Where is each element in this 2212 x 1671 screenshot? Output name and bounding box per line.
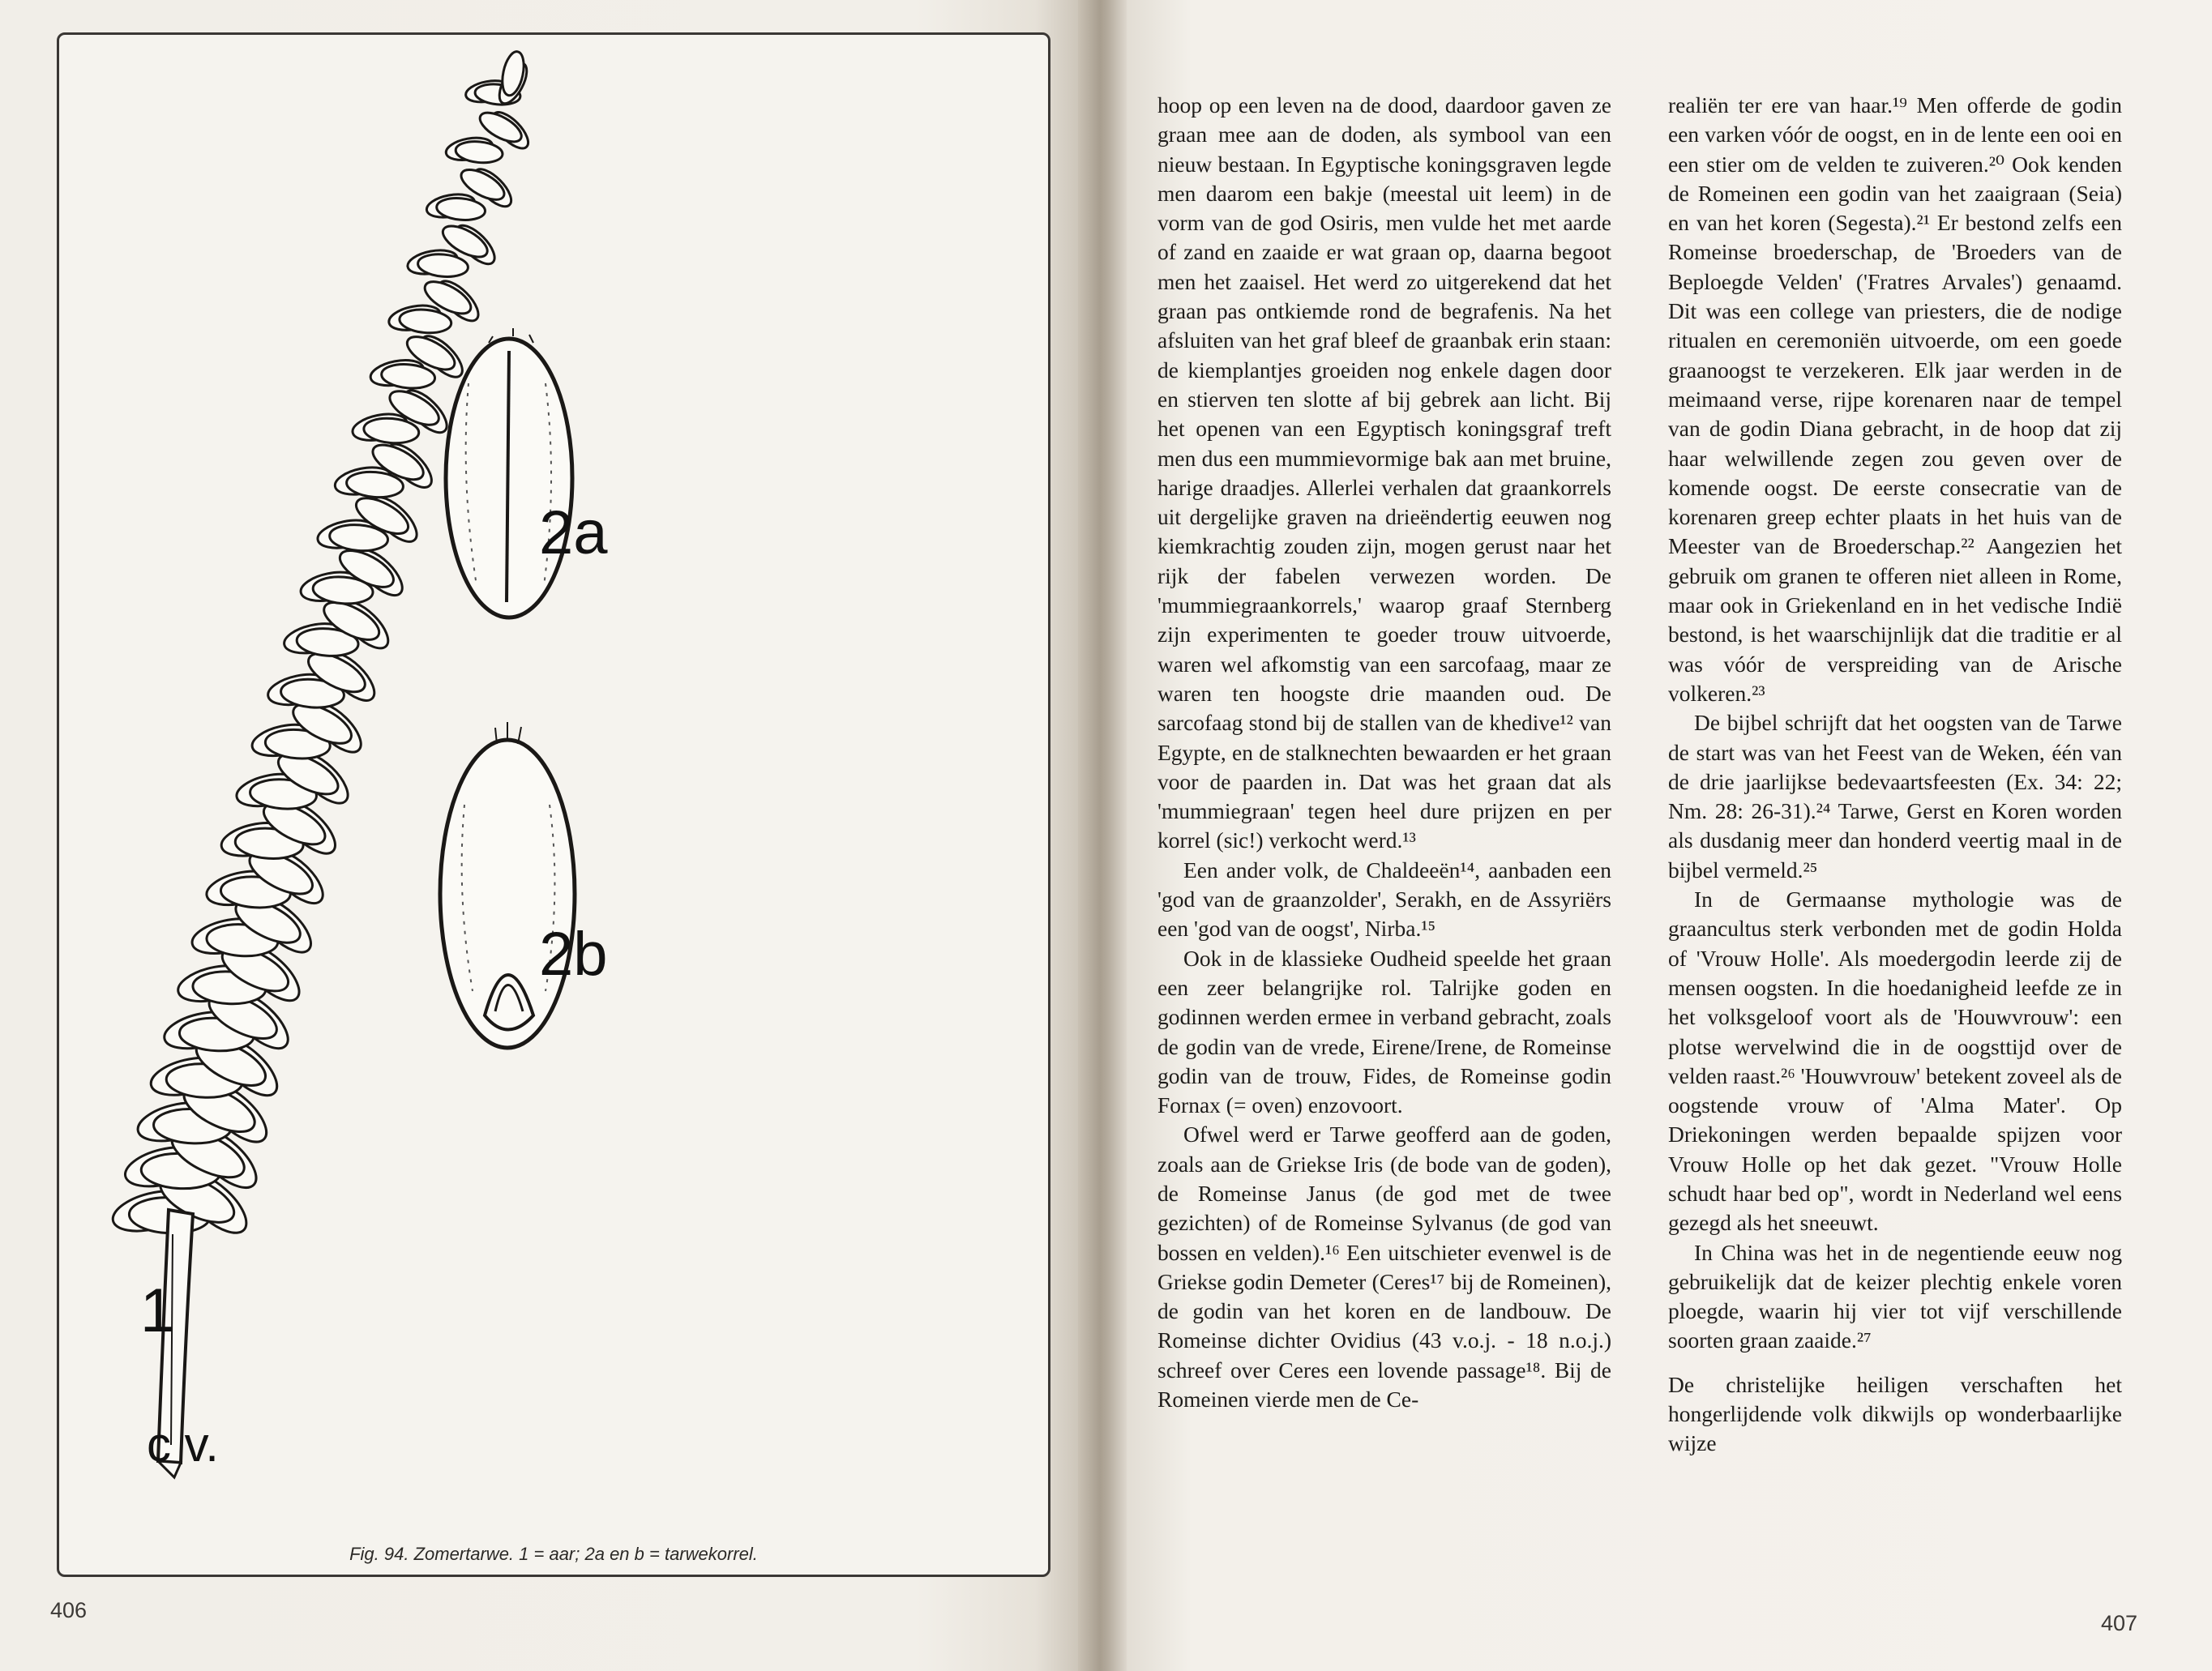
paragraph: De bijbel schrijft dat het oogsten van de Tarwe de start was van het Feest van de Weken, één van de drie jaarlijkse bedevaartsfeesten (Ex. 34: 22; Nm. 28: 26-31).²⁴ Tarwe, Gerst en Koren worden als dusdanig meer dan honderd veertig maal in de bijbel vermeld.²⁵ xyxy=(1668,710,2122,883)
label-2a: 2a xyxy=(539,498,608,567)
page-number-right: 407 xyxy=(2101,1611,2138,1635)
spikelet xyxy=(498,49,527,97)
grain-2a-drawing xyxy=(446,328,572,618)
text-column-left xyxy=(1157,91,1611,1414)
paragraph: Ook in de klassieke Oudheid speelde het graan een zeer belangrijke rol. Talrijke goden en godinnen werden ermee in verband gebracht, zoals de godin van de vrede, Eirene/Irene, de Romeinse godin van de trouw, Fides, de Romeinse godin Fornax (= oven) enzovoort. xyxy=(1157,945,1611,1118)
paragraph: De christelijke heiligen verschaften het hongerlijdende volk dikwijls op wonderbaarlijke wijze xyxy=(1668,1371,2122,1456)
paragraph: In China was het in de negentiende eeuw nog gebruikelijk dat de keizer plechtig enkele voren ploegde, waarin hij vier tot vijf verschillende soorten graan zaaide.²⁷ xyxy=(1668,1239,2122,1353)
figure-frame xyxy=(57,32,1050,1577)
grain-2b-drawing xyxy=(440,722,575,1048)
text-column-right xyxy=(1668,91,2122,1459)
label-1: 1 xyxy=(140,1276,175,1345)
left-page xyxy=(0,0,1078,1671)
paragraph: realiën ter ere van haar.¹⁹ Men offerde de godin een varken vóór de oogst, en in de lente een ooi en een stier om de velden te zuiveren.²⁰ Ook kenden de Romeinen een godin van het zaaigraan (Seia) en van het koren (Segesta).²¹ Er bestond zelfs een Romeinse broederschap, de 'Broeders van de Beploegde Velden' ('Fratres Arvales') genaamd. Dit was een college van priesters, die de nodige ritualen en ceremoniën uitvoerde, om een goede graanoogst te verzekeren. Elk jaar werden in de meimaand verse, rijpe korenaren naar de tempel van de godin Diana gebracht, in de hoop dat zij haar welwillende zegen zou geven over de komende oogst. De eerste consecratie van de korenaren greep echter plaats in het huis van de Meester van de Broederschap.²² Aangezien het gebruik om granen te offeren niet alleen in Rome, maar ook in Griekenland en in het vedische Indië bestond, is het waarschijnlijk dat die traditie er al was vóór de verspreiding van de Arische volkeren.²³ xyxy=(1668,92,2122,706)
page-number-left: 406 xyxy=(50,1598,88,1622)
paragraph: hoop op een leven na de dood, daardoor gaven ze graan mee aan de doden, als symbool van een nieuw bestaan. In Egyptische koningsgraven legde men daarom een bakje (meestal uit leem) in de vorm van de god Osiris, men vulde het met aarde of zand en zaaide er wat graan op, daarna begoot men het zaaisel. Het werd zo uitgerekend dat het graan pas ontkiemde rond de begrafenis. Na het afsluiten van het graf bleef de graanbak erin staan: de kiemplantjes groeiden nog enkele dagen door en stierven ten slotte af bij gebrek aan licht. Bij het openen van een Egyptisch koningsgraf treft men dus een mummievormige bak aan met bruine, harige draadjes. Allerlei verhalen dat graankorrels uit dergelijke graven na drieëndertig eeuwen nog kiemkrachtig zouden zijn, mogen gerust naar het rijk der fabelen verwezen worden. De 'mummiegraankorrels,' waarop graaf Sternberg zijn experimenten te goeder trouw uitvoerde, waren wel afkomstig van een sarcofaag, maar ze waren ten hoogste drie maanden oud. De sarcofaag stond bij de stallen van de khedive¹² van Egypte, en de stalknechten bewaarden er het graan voor de paarden in. Dat was het graan dat als 'mummiegraan' tegen heel dure prijzen en per korrel (sic!) verkocht werd.¹³ xyxy=(1157,92,1611,853)
label-2b: 2b xyxy=(539,920,608,989)
paragraph: Ofwel werd er Tarwe geofferd aan de goden, zoals aan de Griekse Iris (de bode van de goden), de Romeinse Janus (de god met de twee gezichten) of de Romeinse Sylvanus (de god van bossen en velden).¹⁶ Een uitschieter evenwel is de Griekse godin Demeter (Ceres¹⁷ bij de Romeinen), de godin van het koren en de landbouw. De Romeinse dichter Ovidius (43 v.o.j. - 18 n.o.j.) schreef over Ceres een lovende passage¹⁸. Bij de Romeinen vierde men de Ce- xyxy=(1157,1122,1611,1412)
figure-caption: Fig. 94. Zomertarwe. 1 = aar; 2a en b = tarwekorrel. xyxy=(349,1544,758,1564)
book-gutter xyxy=(1078,0,1127,1671)
paragraph: In de Germaanse mythologie was de graancultus sterk verbonden met de godin Holda of 'Vrouw Holle'. Als moedergodin leerde zij de mensen oogsten. In die hoedanigheid leefde ze in het volksgeloof voort als de 'Houwvrouw': een plotse wervelwind die in de oogsttijd over de velden raast.²⁶ 'Houwvrouw' betekent zoveel als de oogstende vrouw of 'Alma Mater'. Op Driekoningen werden bepaalde spijzen voor Vrouw Holle op het dak gezet. "Vrouw Holle schudt haar bed op", wordt in Nederland wel eens gezegd als het sneeuwt. xyxy=(1668,887,2122,1236)
wheat-ear-drawing xyxy=(109,49,533,1242)
label-cv: c v. xyxy=(147,1417,219,1472)
paragraph: Een ander volk, de Chaldeeën¹⁴, aanbaden een 'god van de graanzolder', Serakh, en de Assyriërs een 'god van de oogst', Nirba.¹⁵ xyxy=(1157,857,1611,942)
wheat-illustration xyxy=(59,35,1048,1526)
